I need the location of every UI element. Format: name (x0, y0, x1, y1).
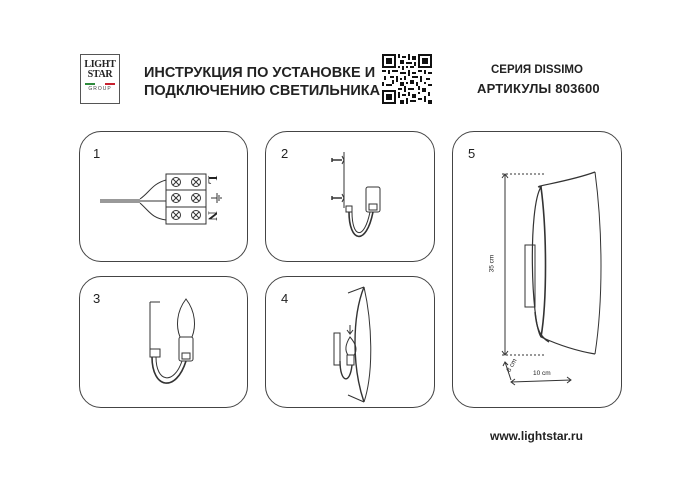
dimension-height: 35 cm (488, 254, 496, 273)
terminal-block-icon (80, 132, 249, 263)
step-3-panel (79, 276, 248, 408)
dimensions-icon (453, 132, 623, 409)
document-title (144, 64, 380, 100)
website-link[interactable]: www.lightstar.ru (490, 429, 583, 443)
step-3-number: 3 (93, 291, 101, 306)
step-4-panel (265, 276, 435, 408)
brand-logo (80, 54, 120, 104)
logo-line-3: GROUP (88, 86, 112, 92)
step-1-panel (79, 131, 248, 262)
articles-label: АРТИКУЛЫ 803600 (477, 81, 600, 96)
bracket-mounting-icon (266, 132, 436, 263)
logo-line-1: LIGHT (84, 59, 116, 70)
logo-flag-stripe (85, 83, 115, 85)
step-1-number: 1 (93, 146, 101, 161)
step-5-panel (452, 131, 622, 408)
step-5-number: 5 (468, 146, 476, 161)
title-line-2: ПОДКЛЮЧЕНИЮ СВЕТИЛЬНИКА (144, 83, 381, 99)
dimension-width: 10 cm (533, 370, 551, 377)
step-2-panel (265, 131, 435, 262)
logo-line-2: STAR (87, 69, 113, 80)
shade-attach-icon (266, 277, 436, 409)
step-2-number: 2 (281, 146, 289, 161)
terminal-label-n: N (205, 211, 221, 221)
terminal-label-l: L (205, 175, 221, 185)
step-4-number: 4 (281, 291, 289, 306)
qr-code-icon[interactable] (382, 54, 432, 104)
title-line-1: ИНСТРУКЦИЯ ПО УСТАНОВКЕ И (144, 65, 376, 81)
dimension-depth: 8 cm (505, 357, 519, 374)
series-label: СЕРИЯ DISSIMO (491, 64, 583, 76)
lamp-insert-icon (80, 277, 249, 409)
